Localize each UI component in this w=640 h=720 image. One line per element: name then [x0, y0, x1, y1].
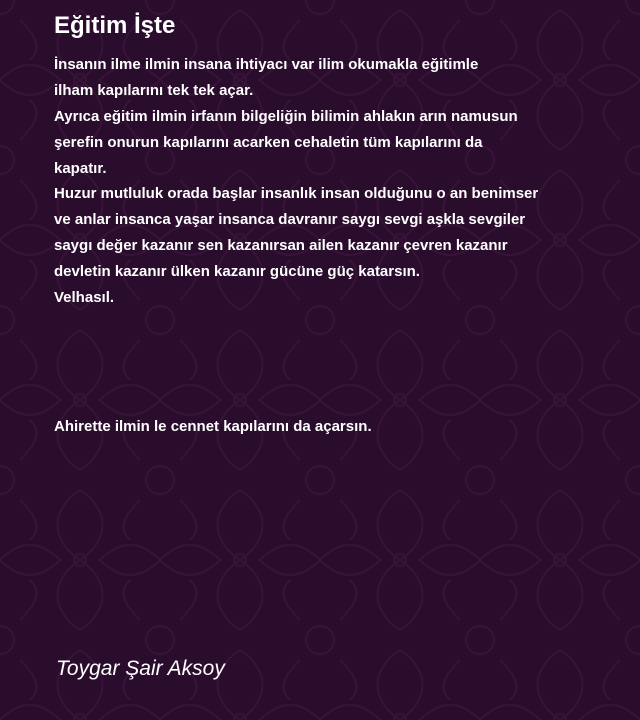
poem-line: ve anlar insanca yaşar insanca davranır saygı sevgi aşkla sevgiler	[54, 211, 526, 229]
poem-line: Velhasıl.	[54, 289, 115, 307]
poem-author: Toygar Şair Aksoy	[56, 657, 225, 680]
stanza-gap	[54, 311, 624, 337]
poem-line: ilham kapılarını tek tek açar.	[54, 81, 254, 99]
poem-line: şerefin onurun kapılarını acarken cehaletin tüm kapılarını da	[54, 133, 483, 151]
stanza-gap	[54, 337, 624, 363]
stanza-gap	[54, 363, 624, 389]
poem-line: Ahirette ilmin le cennet kapılarını da açarsın.	[54, 418, 372, 436]
poem-line: saygı değer kazanır sen kazanırsan ailen kazanır çevren kazanır	[54, 237, 508, 255]
poem-line: devletin kazanır ülken kazanır gücüne güç katarsın.	[54, 263, 420, 281]
stanza-gap	[54, 389, 624, 415]
poem-body	[54, 52, 624, 440]
poem-line: Huzur mutluluk orada başlar insanlık insan olduğunu o an benimser	[54, 185, 539, 203]
poem-line: Ayrıca eğitim ilmin irfanın bilgeliğin bilimin ahlakın arın namusun	[54, 107, 518, 125]
poem-title: Eğitim İşte	[54, 12, 176, 39]
poem-line: kapatır.	[54, 159, 107, 177]
poem-line: İnsanın ilme ilmin insana ihtiyacı var ilim okumakla eğitimle	[54, 56, 479, 73]
